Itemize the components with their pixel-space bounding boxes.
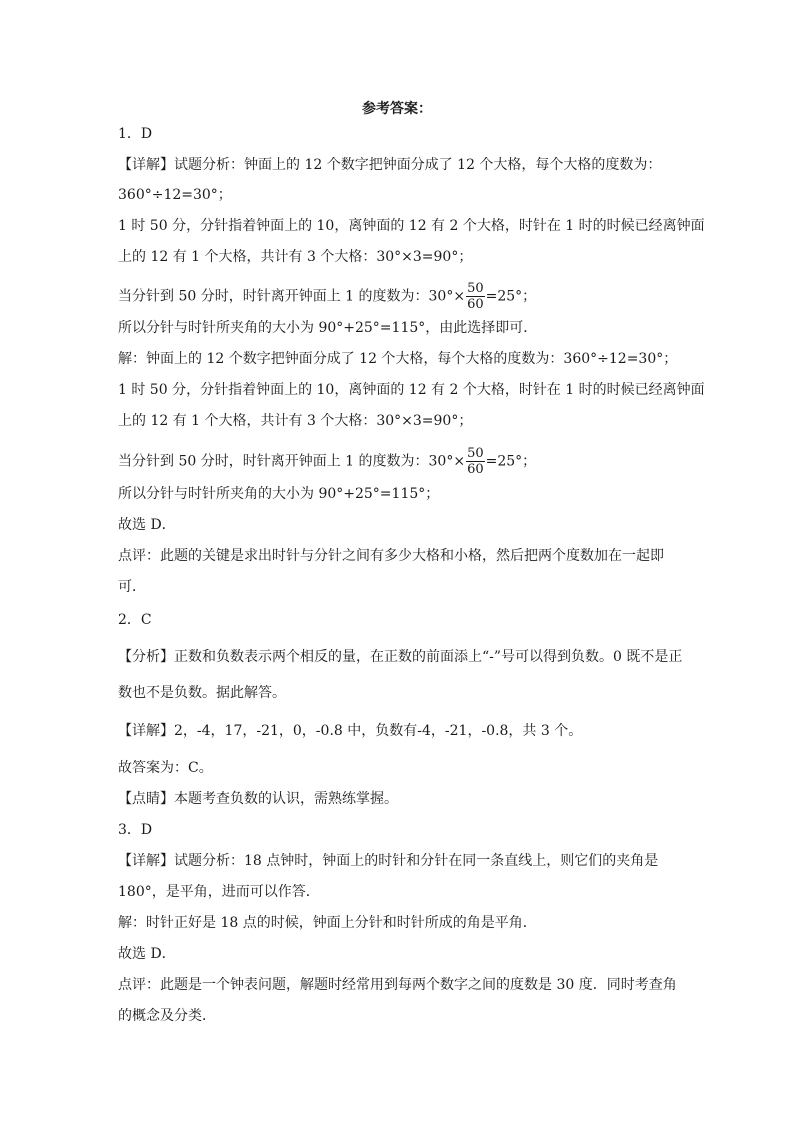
fraction-line-after: =25°； <box>485 288 537 305</box>
text-line: 解：钟面上的 12 个数字把钟面分成了 12 个大格，每个大格的度数为：360°÷12=30°； <box>118 351 678 367</box>
fraction-numerator: 50 <box>467 281 484 296</box>
text-line: 上的 12 有 1 个大格，共计有 3 个大格：30°×3=90°； <box>118 413 473 429</box>
fraction <box>466 281 485 312</box>
text-line: 点评：此题的关键是求出时针与分针之间有多少大格和小格，然后把两个度数加在一起即 <box>118 548 664 564</box>
text-line: 【详解】2，-4，17，-21，0，-0.8 中，负数有-4，-21，-0.8，共 3 个。 <box>118 723 583 739</box>
fraction <box>466 446 485 477</box>
fraction-line <box>118 281 688 312</box>
text-line: 【分析】正数和负数表示两个相反的量，在正数的前面添上“-”号可以得到负数。0 既不是正 <box>118 649 683 665</box>
text-line: 上的 12 有 1 个大格，共计有 3 个大格：30°×3=90°； <box>118 249 473 265</box>
text-line: 【详解】试题分析：18 点钟时，钟面上的时针和分针在同一条直线上，则它们的夹角是 <box>118 853 659 869</box>
text-line: 【详解】试题分析：钟面上的 12 个数字把钟面分成了 12 个大格，每个大格的度数为： <box>118 157 662 173</box>
fraction-numerator: 50 <box>467 446 484 461</box>
text-line: 解：时针正好是 18 点的时候，钟面上分针和时针所成的角是平角． <box>118 915 537 931</box>
fraction-line-before: 当分针到 50 分时，时针离开钟面上 1 的度数为：30°× <box>118 288 466 305</box>
fraction-line-before: 当分针到 50 分时，时针离开钟面上 1 的度数为：30°× <box>118 453 466 470</box>
answer-2-heading: 2．C <box>118 612 152 628</box>
text-line: 可． <box>118 579 146 595</box>
text-line: 180°，是平角，进而可以作答． <box>118 884 320 900</box>
fraction-denominator: 60 <box>467 462 484 477</box>
fraction-line-after: =25°； <box>485 453 537 470</box>
text-line: 点评：此题是一个钟表问题，解题时经常用到每两个数字之间的度数是 30 度．同时考查角 <box>118 977 677 993</box>
text-line: 故选 D． <box>118 946 176 962</box>
text-line: 的概念及分类． <box>118 1008 216 1024</box>
text-line: 所以分针与时针所夹角的大小为 90°+25°=115°； <box>118 486 440 502</box>
fraction-line <box>118 446 688 477</box>
fraction-denominator: 60 <box>467 297 484 312</box>
page-title: 参考答案： <box>362 101 432 117</box>
text-line: 1 时 50 分，分针指着钟面上的 10，离钟面的 12 有 2 个大格，时针在 1 时的时候已经离钟面 <box>118 382 705 398</box>
text-line: 所以分针与时针所夹角的大小为 90°+25°=115°，由此选择即可． <box>118 320 538 336</box>
text-line: 1 时 50 分，分针指着钟面上的 10，离钟面的 12 有 2 个大格，时针在 1 时的时候已经离钟面 <box>118 218 705 234</box>
text-line: 【点睛】本题考查负数的认识，需熟练掌握。 <box>118 791 398 807</box>
text-line: 数也不是负数。据此解答。 <box>118 685 286 701</box>
text-line: 360°÷12=30°； <box>118 187 232 203</box>
answer-3-heading: 3．D <box>118 822 153 838</box>
text-line: 故答案为：C。 <box>118 760 213 776</box>
answer-1-heading: 1．D <box>118 126 153 142</box>
text-line: 故选 D． <box>118 517 176 533</box>
